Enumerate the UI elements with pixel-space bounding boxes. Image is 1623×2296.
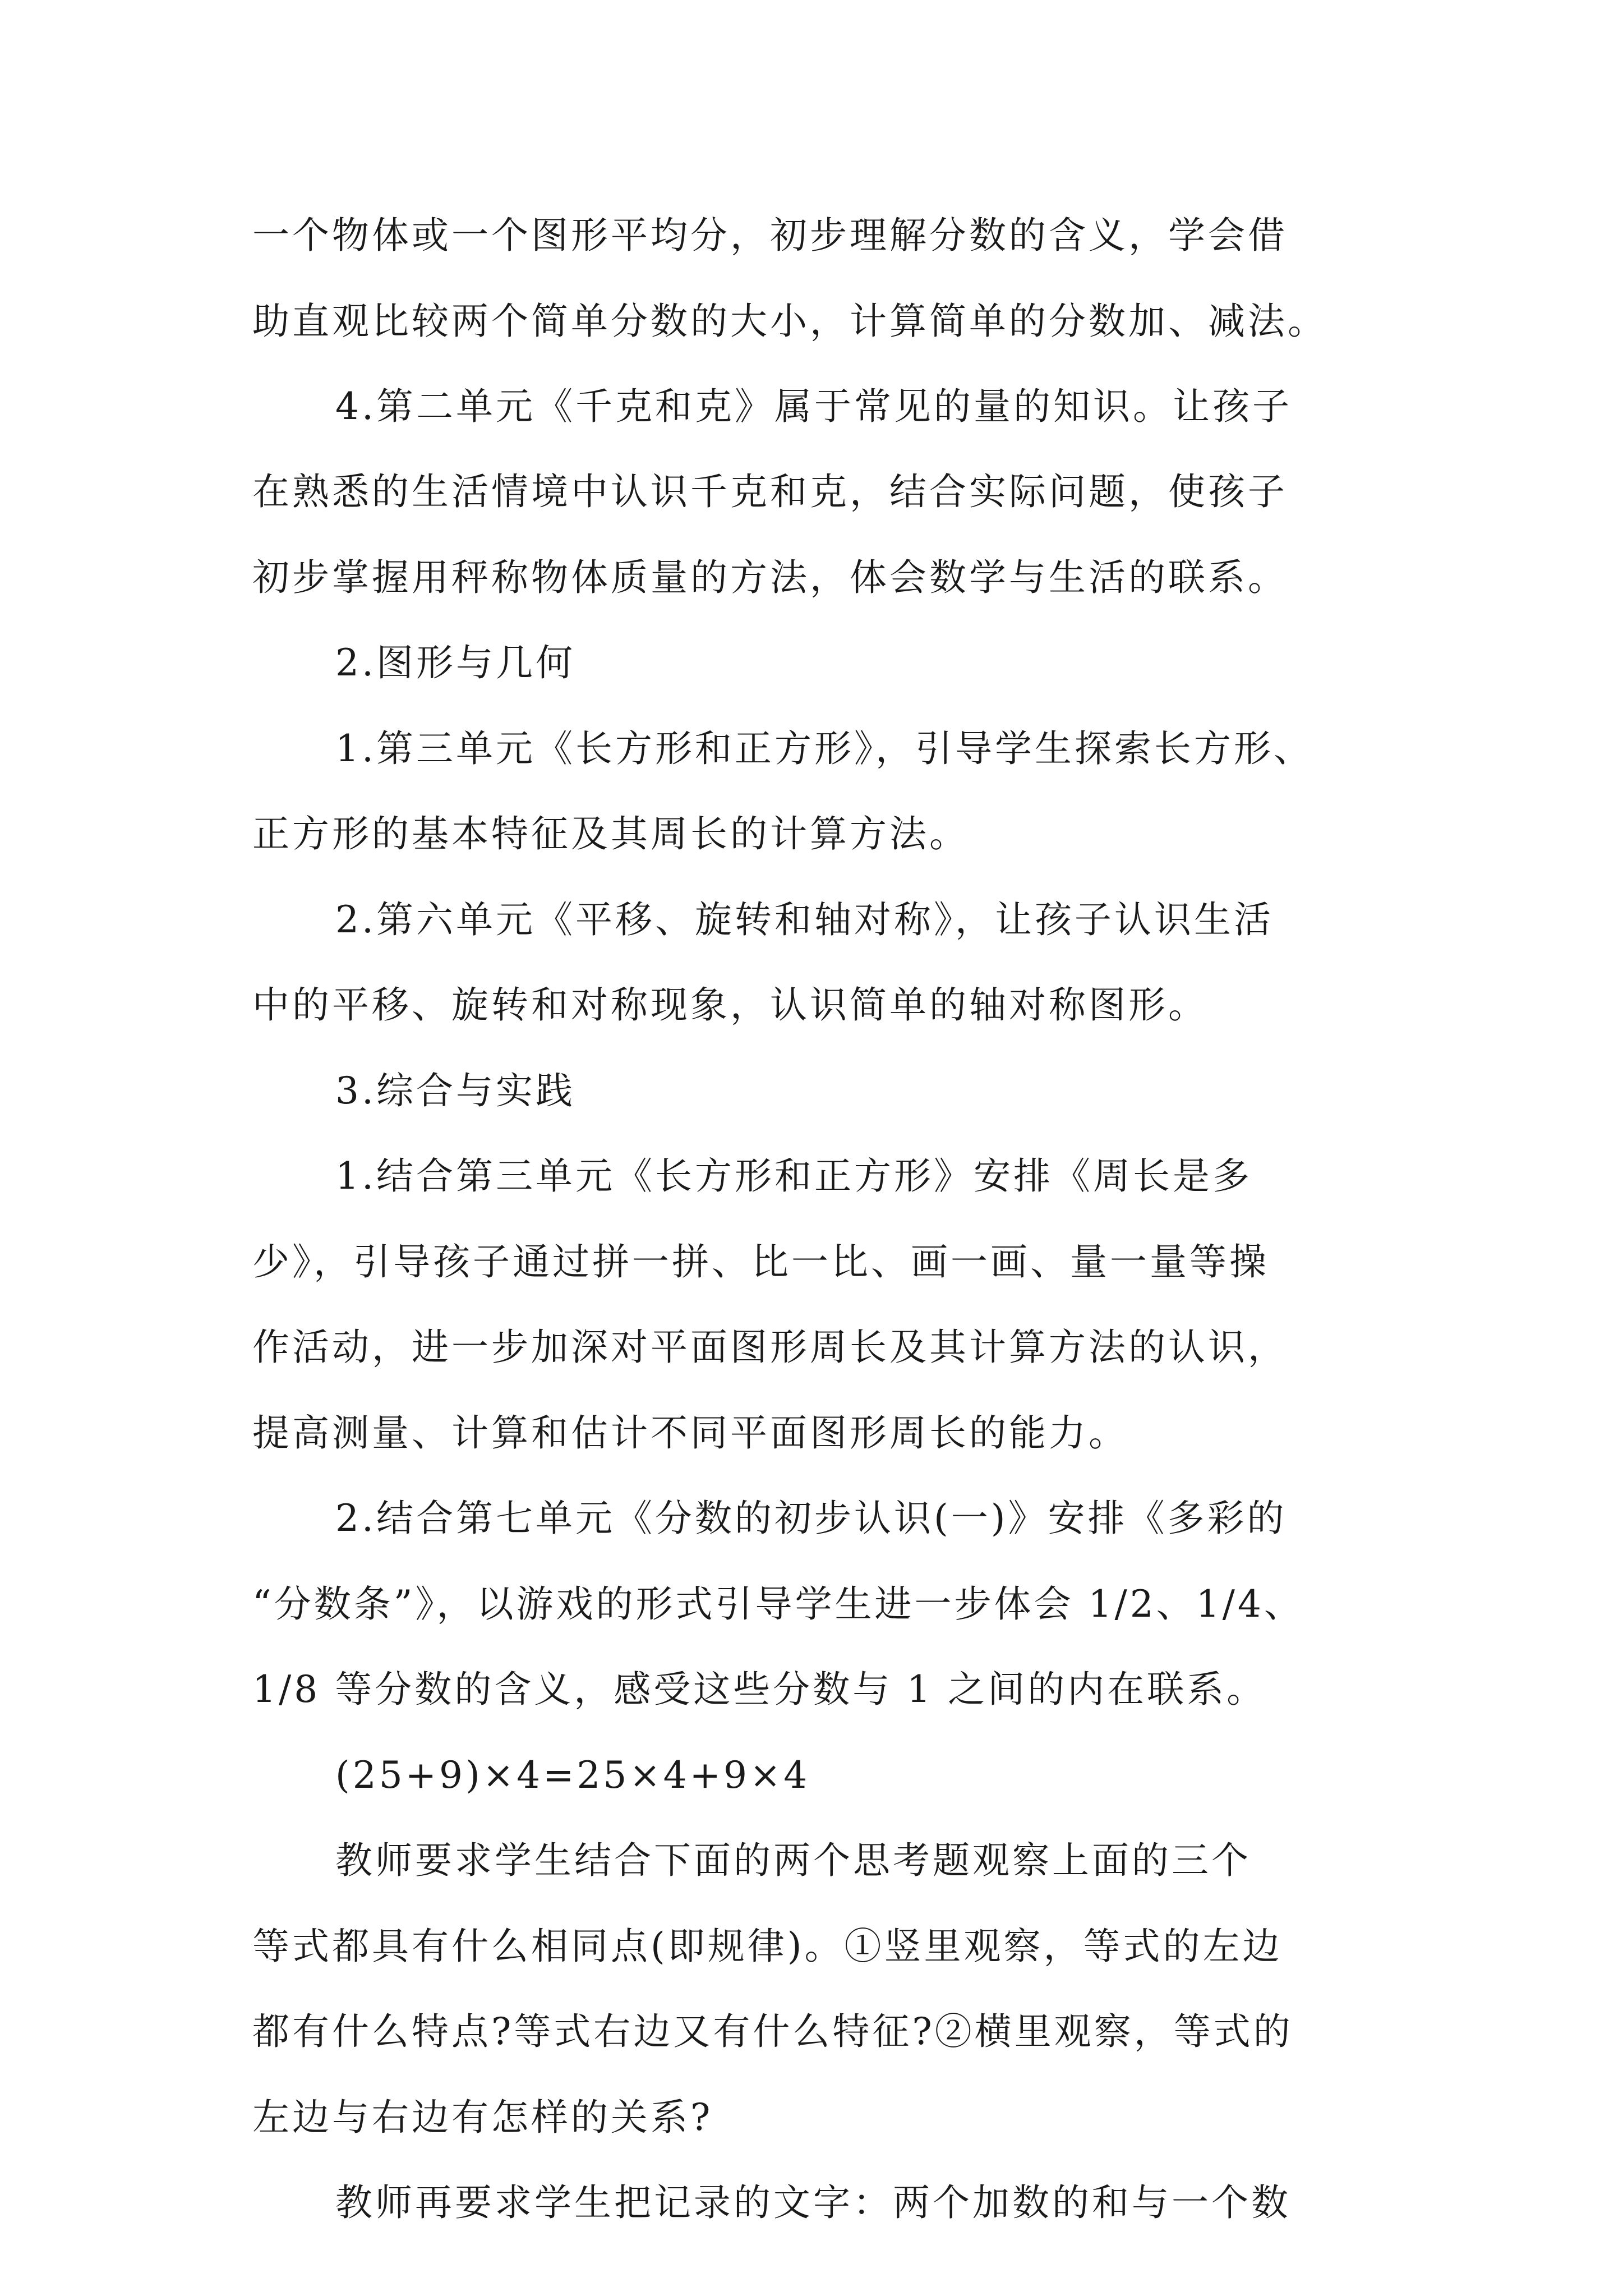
text-line: 1.第三单元《长方形和正方形》，引导学生探索长方形、 — [335, 727, 1313, 770]
text-line: 正方形的基本特征及其周长的计算方法。 — [252, 812, 969, 855]
text-line: 提高测量、计算和估计不同平面图形周长的能力。 — [252, 1411, 1128, 1455]
text-line: 都有什么特点?等式右边又有什么特征?②横里观察，等式的 — [252, 2010, 1293, 2053]
text-line: 教师再要求学生把记录的文字：两个加数的和与一个数 — [335, 2181, 1291, 2224]
text-line: 左边与右边有怎样的关系? — [252, 2096, 713, 2139]
text-line: 少》，引导孩子通过拼一拼、比一比、画一画、量一量等操 — [252, 1240, 1269, 1283]
section-heading: 3.综合与实践 — [335, 1069, 575, 1112]
text-line: 等式都具有什么相同点(即规律)。①竖里观察，等式的左边 — [252, 1925, 1283, 1968]
text-line: 中的平移、旋转和对称现象，认识简单的轴对称图形。 — [252, 983, 1208, 1027]
text-line: “分数条”》，以游戏的形式引导学生进一步体会 1/2、1/4、 — [252, 1582, 1304, 1626]
text-line: 作活动，进一步加深对平面图形周长及其计算方法的认识， — [252, 1326, 1288, 1369]
text-line: 助直观比较两个简单分数的大小，计算简单的分数加、减法。 — [252, 300, 1327, 343]
text-line: 1.结合第三单元《长方形和正方形》安排《周长是多 — [335, 1154, 1252, 1198]
text-line: 初步掌握用秤称物体质量的方法，体会数学与生活的联系。 — [252, 556, 1288, 599]
text-line: 教师要求学生结合下面的两个思考题观察上面的三个 — [335, 1839, 1251, 1882]
text-line: 4.第二单元《千克和克》属于常见的量的知识。让孩子 — [335, 385, 1292, 428]
text-line: 1/8 等分数的含义，感受这些分数与 1 之间的内在联系。 — [252, 1668, 1267, 1711]
text-line: 在熟悉的生活情境中认识千克和克，结合实际问题，使孩子 — [252, 470, 1288, 513]
equation-line: (25+9)×4=25×4+9×4 — [335, 1754, 810, 1797]
section-heading: 2.图形与几何 — [335, 641, 575, 684]
text-line: 2.结合第七单元《分数的初步认识(一)》安排《多彩的 — [335, 1497, 1287, 1540]
text-line: 2.第六单元《平移、旋转和轴对称》，让孩子认识生活 — [335, 898, 1274, 941]
text-line: 一个物体或一个图形平均分，初步理解分数的含义，学会借 — [252, 214, 1288, 257]
